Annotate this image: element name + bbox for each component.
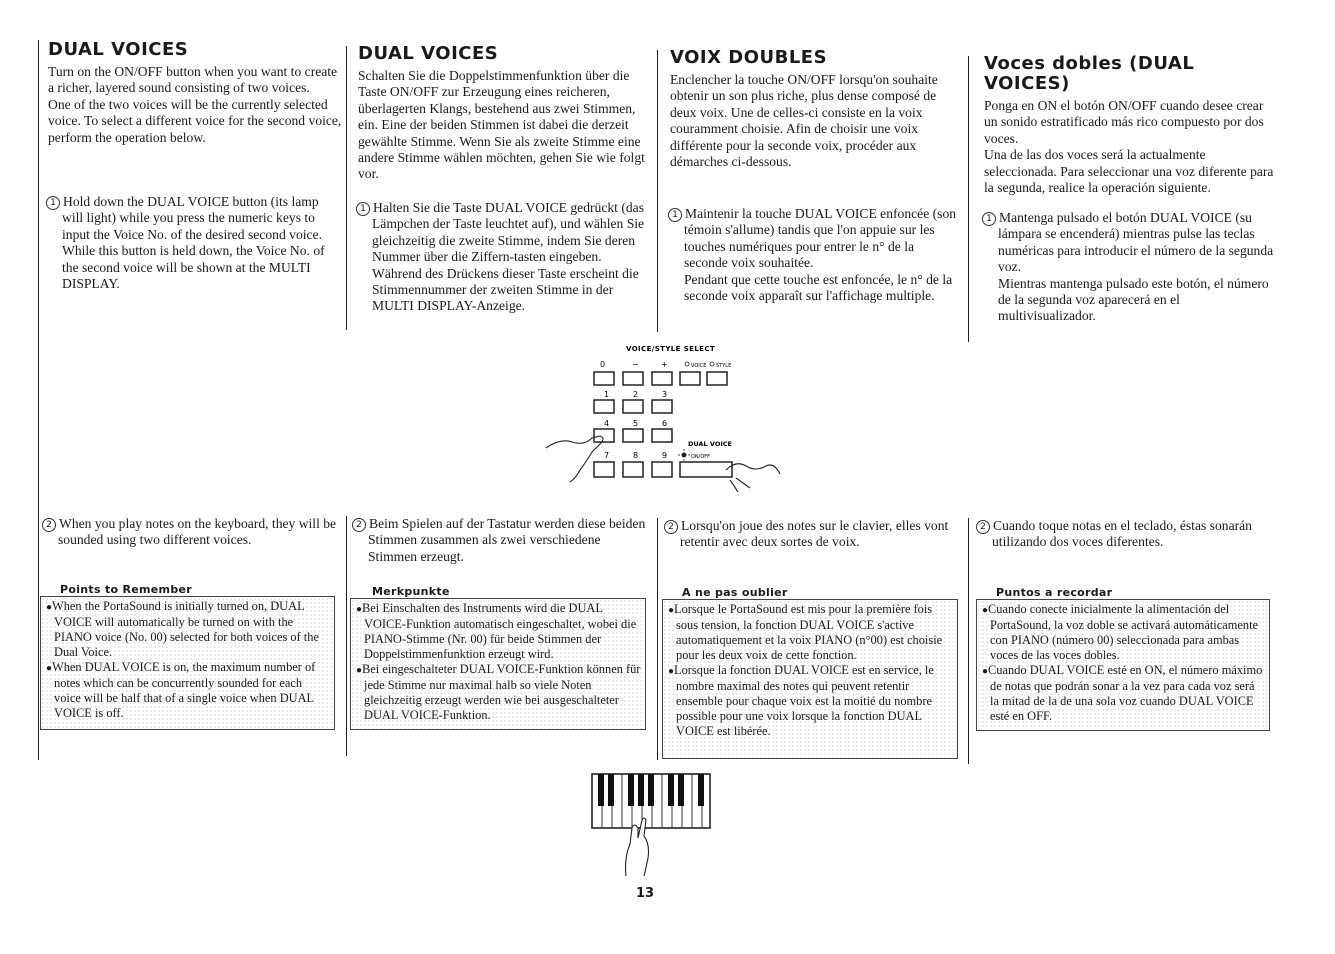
voice-lamp-icon [685, 362, 689, 366]
step-number-badge: 2 [664, 520, 678, 534]
note-item: ●When DUAL VOICE is on, the maximum number of notes which can be concurrently sounded for each voice will be half that of a single voice when DUAL VOICE is off. [46, 660, 316, 720]
column-french [670, 48, 962, 170]
column-rule-2 [346, 46, 347, 330]
key-3-button[interactable] [652, 400, 672, 413]
key-plus-button[interactable] [652, 372, 672, 385]
step-text: Maintenir la touche DUAL VOICE enfoncée (son témoin s'allume) tandis que l'on appuie sur les touches numériques pour entrer le n° de la seconde voix souhaitée. [684, 206, 957, 271]
section-heading: VOIX DOUBLES [670, 47, 828, 68]
key-7-button[interactable] [594, 462, 614, 477]
step-text: Cuando toque notas en el teclado, éstas sonarán utilizando dos voces diferentes. [992, 518, 1252, 550]
key-label-3: 3 [662, 390, 668, 399]
step-2-english [42, 516, 338, 549]
step-number-badge: 2 [976, 520, 990, 534]
column-rule-3b [657, 518, 658, 760]
key-9-button[interactable] [652, 462, 672, 477]
key-label-1: 1 [604, 390, 610, 399]
intro-paragraph: One of the two voices will be the currently selected voice. To select a different voice for the second voice, perform the operation below. [48, 96, 342, 145]
step-1-french [668, 206, 960, 304]
step-number-badge: 2 [42, 518, 56, 532]
key-minus-button[interactable] [623, 372, 643, 385]
section-heading: DUAL VOICES [358, 43, 499, 64]
box-title-spanish: Puntos a recordar [996, 586, 1113, 599]
voice-indicator-label: VOICE [691, 363, 707, 369]
step-text: Lorsqu'on joue des notes sur le clavier, elles vont retentir avec deux sortes de voix. [680, 518, 949, 550]
box-title-french: A ne pas oublier [682, 586, 788, 599]
note-item: ●Bei Einschalten des Instruments wird die DUAL VOICE-Funktion automatisch eingeschaltet, wobei die PIANO-Stimme (Nr. 00) für beide Stimmen der Doppelstimmenfunktion erzeugt wird. [356, 601, 637, 661]
box-title-english: Points to Remember [60, 583, 192, 596]
note-item: ●Cuando conecte inicialmente la alimentación del PortaSound, la voz doble se activará automáticamente con PIANO (número 00) seleccionada para ambas voces de las voces dobles. [982, 602, 1259, 662]
key-label-plus: + [661, 360, 668, 369]
step-number-badge: 1 [982, 212, 996, 226]
column-german [358, 44, 650, 183]
column-rule-1 [38, 40, 39, 760]
step-2-spanish [976, 518, 1276, 551]
step-text: Hold down the DUAL VOICE button (its lamp will light) while you press the numeric keys to input the Voice No. of the desired second voice. [62, 194, 322, 242]
key-8-button[interactable] [623, 462, 643, 477]
step-1-english [46, 194, 340, 292]
step-continuation: Pendant que cette touche est enfoncée, le n° de la seconde voix apparaît sur l'affichage multiple. [684, 271, 953, 304]
step-text: Mantenga pulsado el botón DUAL VOICE (su lámpara se encenderá) mientras pulse las teclas numéricas para introducir el número de la segunda voz. [998, 210, 1274, 275]
keyboard-illustration [590, 772, 714, 882]
step-number-badge: 1 [356, 202, 370, 216]
intro-paragraph: Una de las dos voces será la actualmente seleccionada. Para seleccionar una voz diferente para la segunda, realice la operación siguiente. [984, 147, 1274, 196]
intro-paragraph: Schalten Sie die Doppelstimmenfunktion über die Taste ON/OFF zur Erzeugung eines reicheren, überlagerten Klangs, bestehend aus zwei Stimmen, ein. Eine der beiden Stimmen ist dabei die derzeit gewählte Stimme. Wenn Sie als zweite Stimme eine andere Stimme wählen möchten, gehen Sie wie folgt vor. [358, 68, 645, 182]
section-heading: Voces dobles (DUAL VOICES) [984, 53, 1195, 94]
key-label-minus: − [632, 360, 639, 369]
column-rule-4 [968, 56, 969, 342]
key-label-8: 8 [633, 451, 639, 460]
dual-voice-label: DUAL VOICE [688, 440, 732, 448]
note-item: ●Lorsque la fonction DUAL VOICE est en service, le nombre maximal des notes qui peuvent retentir ensemble pour chaque voix est la moitié du nombre possible pour une voix lorsque la fonction DUAL VOICE est libérée. [668, 663, 934, 738]
step-1-german [356, 200, 648, 315]
step-continuation: While this button is held down, the Voice No. of the second voice will be shown at the MULTI DISPLAY. [62, 243, 325, 292]
key-1-button[interactable] [594, 400, 614, 413]
style-indicator-label: STYLE [716, 363, 732, 369]
column-rule-4b [968, 518, 969, 764]
key-label-0: 0 [600, 360, 606, 369]
step-text: Beim Spielen auf der Tastatur werden diese beiden Stimmen zusammen als zwei verschiedene Stimmen erzeugt. [368, 516, 646, 564]
column-rule-2b [346, 516, 347, 756]
step-2-french [664, 518, 962, 551]
note-item: ●Bei eingeschalteter DUAL VOICE-Funktion können für jede Stimme nur maximal halb so viele Noten gleichzeitig erzeugt werden wie bei ausgeschalteter DUAL VOICE-Funktion. [356, 662, 641, 722]
key-0-button[interactable] [594, 372, 614, 385]
intro-paragraph: Ponga en ON el botón ON/OFF cuando desee crear un sonido estratificado más rico compuesto por dos voces. [984, 98, 1264, 146]
voice-button[interactable] [680, 372, 700, 385]
style-button[interactable] [707, 372, 727, 385]
dual-voice-lamp-icon [678, 449, 690, 461]
key-label-4: 4 [604, 419, 610, 428]
key-label-6: 6 [662, 419, 668, 428]
key-label-9: 9 [662, 451, 668, 460]
key-5-button[interactable] [623, 429, 643, 442]
key-label-5: 5 [633, 419, 639, 428]
step-2-german [352, 516, 650, 565]
intro-paragraph: Turn on the ON/OFF button when you want to create a richer, layered sound consisting of two voices. [48, 64, 338, 96]
notes-box-german [350, 598, 646, 730]
box-title-german: Merkpunkte [372, 585, 450, 598]
step-continuation: Mientras mantenga pulsado este botón, el número de la segunda voz aparecerá en el multivisualizador. [998, 275, 1269, 324]
on-off-label: ON/OFF [691, 454, 711, 460]
panel-title: VOICE/STYLE SELECT [626, 345, 716, 353]
style-lamp-icon [710, 362, 714, 366]
right-hand-sketch [726, 464, 780, 492]
column-spanish [984, 54, 1280, 196]
step-text: Halten Sie die Taste DUAL VOICE gedrückt (das Lämpchen der Taste leuchtet auf), und wählen Sie gleichzeitig die zweite Stimme, indem Sie deren Nummer über die Ziffern-tasten eingeben. Während des Drückens dieser Taste erscheint die Stimmennummer der zweiten Stimme in der MULTI DISPLAY-Anzeige. [372, 200, 645, 314]
notes-box-spanish [976, 599, 1270, 731]
key-label-7: 7 [604, 451, 610, 460]
key-2-button[interactable] [623, 400, 643, 413]
column-rule-3 [657, 50, 658, 332]
section-heading: DUAL VOICES [48, 39, 189, 60]
step-number-badge: 1 [668, 208, 682, 222]
step-text: When you play notes on the keyboard, they will be sounded using two different voices. [58, 516, 337, 548]
key-6-button[interactable] [652, 429, 672, 442]
step-1-spanish [982, 210, 1278, 325]
step-number-badge: 1 [46, 196, 60, 210]
column-english [48, 40, 344, 146]
note-item: ●Cuando DUAL VOICE esté en ON, el número máximo de notas que podrán sonar a la vez para cada voz será la mitad de la de una sola voz cuando DUAL VOICE esté en OFF. [982, 663, 1263, 723]
key-4-button[interactable] [594, 429, 614, 442]
intro-paragraph: Enclencher la touche ON/OFF lorsqu'on souhaite obtenir un son plus riche, plus dense composé de deux voix. Une de celles-ci consiste en la voix couramment choisie. Afin de choisir une voix différente pour la seconde voix, procéder aux démarches ci-dessous. [670, 72, 938, 170]
note-item: ●Lorsque le PortaSound est mis pour la première fois sous tension, la fonction DUAL VOICE s'active automatiquement et la voix PIANO (n°00) est choisie pour les deux voix de cette fonction. [668, 602, 943, 662]
note-item: ●When the PortaSound is initially turned on, DUAL VOICE will automatically be turned on with the PIANO voice (No. 00) selected for both voices of the Dual Voice. [46, 599, 319, 659]
dual-voice-on-off-button[interactable] [680, 462, 732, 477]
notes-box-english [40, 596, 335, 730]
voice-style-select-panel [540, 342, 800, 492]
key-label-2: 2 [633, 390, 639, 399]
page-number: 13 [636, 886, 655, 901]
step-number-badge: 2 [352, 518, 366, 532]
notes-box-french [662, 599, 958, 759]
